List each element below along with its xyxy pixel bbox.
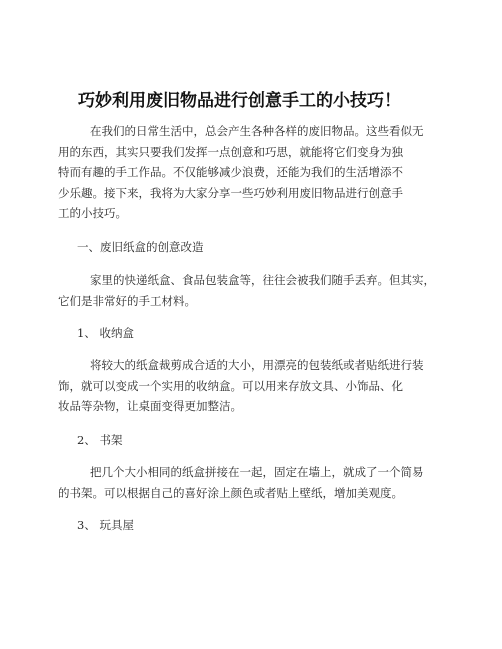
section1-line: 它们是非常好的手工材料。 <box>58 293 196 308</box>
item1-line: 将较大的纸盒裁剪成合适的大小，用漂亮的包装纸或者贴纸进行装 <box>90 358 424 372</box>
intro-paragraph <box>58 121 448 224</box>
item1-line: 饰，就可以变成一个实用的收纳盒。可以用来存放文具、小饰品、化 <box>58 378 403 393</box>
intro-line: 用的东西，其实只要我们发挥一点创意和巧思，就能将它们变身为独 <box>58 144 403 159</box>
section1-line: 家里的快递纸盒、食品包装盒等，往往会被我们随手丢弃。但其实， <box>90 273 435 287</box>
section1-paragraph <box>58 270 448 311</box>
item-heading-storage-box: 1、 收纳盒 <box>77 326 134 340</box>
item-heading-bookshelf: 2、 书架 <box>77 433 123 447</box>
intro-line: 工的小技巧。 <box>58 206 127 220</box>
item1-paragraph <box>58 355 448 417</box>
item2-line: 把几个大小相同的纸盒拼接在一起，固定在墙上，就成了一个简易 <box>90 465 424 479</box>
intro-line: 少乐趣。接下来，我将为大家分享一些巧妙利用废旧物品进行创意手 <box>58 185 403 200</box>
item2-line: 的书架。可以根据自己的喜好涂上颜色或者贴上壁纸，增加美观度。 <box>58 485 403 500</box>
intro-line: 在我们的日常生活中，总会产生各种各样的废旧物品。这些看似无 <box>90 124 424 138</box>
intro-line: 特而有趣的手工作品。不仅能够减少浪费，还能为我们的生活增添不 <box>58 165 403 179</box>
document-title: 巧妙利用废旧物品进行创意手工的小技巧！ <box>78 91 401 111</box>
item-heading-toy-house: 3、 玩具屋 <box>77 518 134 532</box>
section-heading-cardboard: 一、废旧纸盒的创意改造 <box>77 240 204 254</box>
item2-paragraph <box>58 462 448 503</box>
item1-line: 妆品等杂物，让桌面变得更加整洁。 <box>58 399 242 413</box>
